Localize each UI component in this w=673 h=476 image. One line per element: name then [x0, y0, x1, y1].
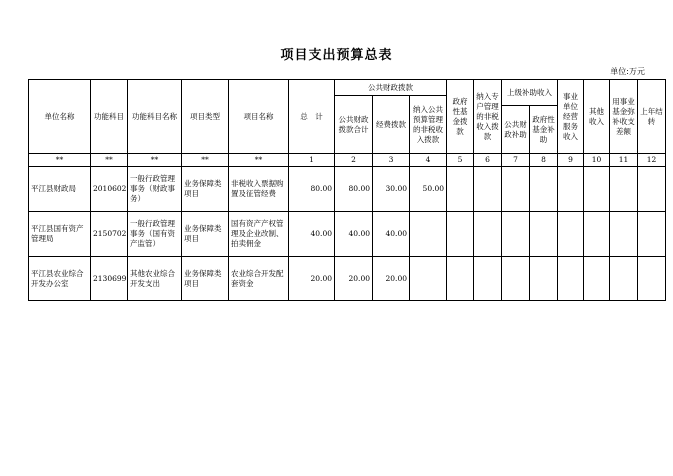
index-cell: ** — [182, 154, 229, 167]
cell-empty — [474, 212, 502, 257]
index-cell: 6 — [474, 154, 502, 167]
cell-empty — [558, 167, 584, 212]
cell-type: 业务保障类项目 — [182, 257, 229, 301]
cell-name: 农业综合开发配套资金 — [229, 257, 289, 301]
index-cell: ** — [91, 154, 128, 167]
header-project-name: 项目名称 — [229, 80, 289, 154]
cell-empty — [447, 212, 474, 257]
cell-empty — [638, 212, 666, 257]
cell-total: 20.00 — [289, 257, 335, 301]
index-cell: 3 — [373, 154, 410, 167]
header-func-name: 功能科目名称 — [128, 80, 182, 154]
header-total: 总 计 — [289, 80, 335, 154]
cell-code: 2150702 — [91, 212, 128, 257]
header-operating: 经费拨款 — [373, 96, 410, 154]
header-unit-name: 单位名称 — [29, 80, 91, 154]
table-row — [29, 257, 666, 301]
cell-public-total: 80.00 — [335, 167, 373, 212]
cell-total: 80.00 — [289, 167, 335, 212]
cell-empty — [530, 257, 558, 301]
cell-empty — [610, 212, 638, 257]
header-upper-gov: 政府性基金补助 — [530, 106, 558, 154]
cell-empty — [584, 257, 610, 301]
cell-name: 非税收入票据购置及征管经费 — [229, 167, 289, 212]
cell-public-total: 40.00 — [335, 212, 373, 257]
cell-budget-mgmt — [410, 257, 447, 301]
cell-empty — [502, 167, 530, 212]
index-cell: 1 — [289, 154, 335, 167]
page-title: 项目支出预算总表 — [280, 48, 393, 63]
cell-empty — [558, 212, 584, 257]
header-carryover: 上年结转 — [638, 80, 666, 154]
table-row — [29, 212, 666, 257]
cell-empty — [584, 212, 610, 257]
cell-operating: 30.00 — [373, 167, 410, 212]
cell-total: 40.00 — [289, 212, 335, 257]
cell-code: 2010602 — [91, 167, 128, 212]
cell-empty — [474, 167, 502, 212]
index-cell: ** — [229, 154, 289, 167]
cell-operating: 40.00 — [373, 212, 410, 257]
cell-empty — [530, 212, 558, 257]
cell-code: 2130699 — [91, 257, 128, 301]
index-cell: ** — [29, 154, 91, 167]
cell-name: 国有资产产权管理及企业改制、拍卖佣金 — [229, 212, 289, 257]
index-cell: 5 — [447, 154, 474, 167]
budget-table — [28, 79, 666, 301]
index-cell: 10 — [584, 154, 610, 167]
cell-unit: 平江县农业综合开发办公室 — [29, 257, 91, 301]
cell-empty — [530, 167, 558, 212]
cell-empty — [502, 257, 530, 301]
header-public-group: 公共财政拨款 — [335, 80, 447, 96]
header-budget-mgmt: 纳入公共预算管理的非税收入拨款 — [410, 96, 447, 154]
header-upper-public: 公共财政补助 — [502, 106, 530, 154]
index-row — [29, 154, 666, 167]
index-cell: ** — [128, 154, 182, 167]
index-cell: 2 — [335, 154, 373, 167]
header-func-code: 功能科目 — [91, 80, 128, 154]
cell-budget-mgmt — [410, 212, 447, 257]
index-cell: 7 — [502, 154, 530, 167]
cell-empty — [584, 167, 610, 212]
cell-func: 一般行政管理事务（财政事务） — [128, 167, 182, 212]
index-cell: 12 — [638, 154, 666, 167]
table-row — [29, 167, 666, 212]
cell-empty — [610, 257, 638, 301]
header-project-type: 项目类型 — [182, 80, 229, 154]
cell-empty — [610, 167, 638, 212]
cell-public-total: 20.00 — [335, 257, 373, 301]
cell-func: 一般行政管理事务（国有资产监管） — [128, 212, 182, 257]
cell-empty — [638, 167, 666, 212]
cell-unit: 平江县财政局 — [29, 167, 91, 212]
header-row-1 — [29, 80, 666, 96]
header-public-total: 公共财政拨款合计 — [335, 96, 373, 154]
header-other-income: 其他收入 — [584, 80, 610, 154]
cell-empty — [447, 257, 474, 301]
header-fund-balance: 用事业基金弥补收支差额 — [610, 80, 638, 154]
cell-type: 业务保障类项目 — [182, 167, 229, 212]
unit-label: 单位:万元 — [610, 67, 645, 76]
cell-operating: 20.00 — [373, 257, 410, 301]
index-cell: 9 — [558, 154, 584, 167]
cell-budget-mgmt: 50.00 — [410, 167, 447, 212]
index-cell: 4 — [410, 154, 447, 167]
cell-empty — [502, 212, 530, 257]
cell-unit: 平江县国有资产管理局 — [29, 212, 91, 257]
cell-empty — [447, 167, 474, 212]
cell-empty — [638, 257, 666, 301]
header-biz-income: 事业单位经营服务收入 — [558, 80, 584, 154]
cell-empty — [474, 257, 502, 301]
cell-empty — [558, 257, 584, 301]
index-cell: 11 — [610, 154, 638, 167]
header-special-mgmt: 纳入专户管理的非税收入拨款 — [474, 80, 502, 154]
index-cell: 8 — [530, 154, 558, 167]
cell-func: 其他农业综合开发支出 — [128, 257, 182, 301]
header-upper-group: 上级补助收入 — [502, 80, 558, 106]
cell-type: 业务保障类项目 — [182, 212, 229, 257]
header-gov-fund: 政府性基金拨款 — [447, 80, 474, 154]
